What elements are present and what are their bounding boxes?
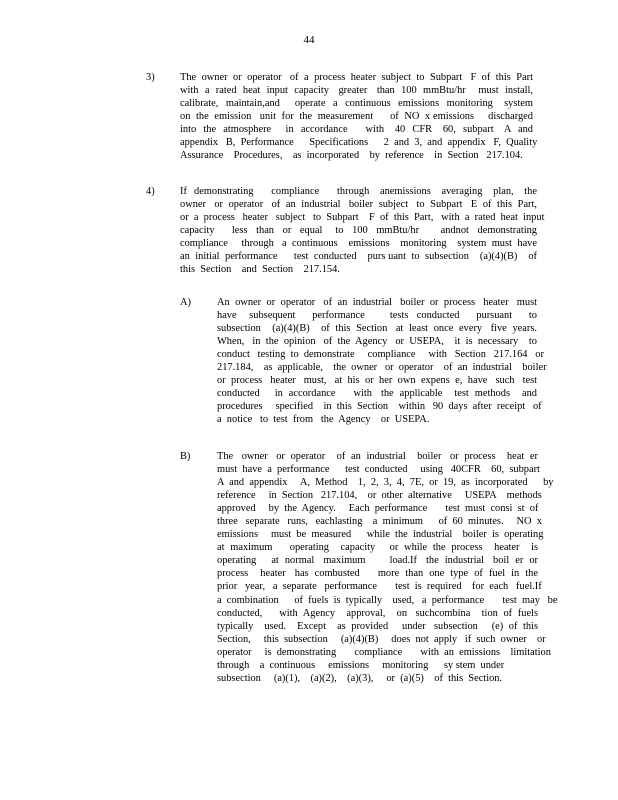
text-line: 217.184, as applicable, the owner or operator of an industrial boiler (217, 362, 547, 374)
text-line: calibrate, maintain,and operate a continuous emissions monitoring system (180, 98, 533, 110)
text-line: appendix B, Performance Specifications 2 and 3, and appendix F, Quality (180, 137, 538, 149)
page-number: 44 (303, 34, 315, 46)
text-line: capacity less than or equal to 100 mmBtu/hr andnot demonstrating (180, 225, 537, 237)
text-line: subsection (a)(4)(B) of this Section at least once every five years. (217, 323, 537, 335)
text-line: conducted in accordance with the applicable test methods and (217, 388, 537, 400)
text-line: through a continuous emissions monitoring sy stem under (217, 659, 505, 671)
subparagraph-label: B) (180, 451, 191, 462)
text-line: emissions must be measured while the industrial boiler is operating (217, 529, 544, 541)
text-line: owner or operator of an industrial boiler subject to Subpart E of this Part, (180, 199, 537, 211)
text-line: procedures specified in this Section within 90 days after receipt of (217, 401, 542, 413)
text-line: conducted, with Agency approval, on suchcombina tion of fuels (217, 607, 538, 619)
text-line: at maximum operating capacity or while the process heater is (217, 542, 538, 554)
text-line: approved by the Agency. Each performance test must consi st of (217, 503, 539, 515)
text-line: Assurance Procedures, as incorporated by reference in Section 217.104. (180, 150, 523, 162)
text-line: this Section and Section 217.154. (180, 264, 340, 276)
text-line: three separate runs, eachlasting a minimum of 60 minutes. NO x (217, 516, 542, 528)
text-line: A and appendix A, Method 1, 2, 3, 4, 7E, or 19, as incorporated by (217, 477, 554, 489)
text-line: into the atmosphere in accordance with 40 CFR 60, subpart A and (180, 124, 533, 136)
paragraph-label: 3) (146, 72, 155, 83)
subparagraph-body (217, 296, 547, 426)
text-line: must have a performance test conducted using 40CFR 60, subpart (217, 464, 540, 476)
text-line: with a rated heat input capacity greater than 100 mmBtu/hr must install, (180, 85, 533, 97)
text-line: If demonstrating compliance through anemissions averaging plan, the (180, 186, 537, 197)
text-line: or process heater must, at his or her own expens e, have such test (217, 375, 537, 387)
text-line: conduct testing to demonstrate compliance with Section 217.164 or (217, 349, 544, 361)
paragraph-label: 4) (146, 186, 155, 197)
subparagraph-label: A) (180, 297, 191, 308)
text-line: reference in Section 217.104, or other alternative USEPA methods (217, 490, 542, 502)
text-line: When, in the opinion of the Agency or USEPA, it is necessary to (217, 336, 537, 348)
text-line: Section, this subsection (a)(4)(B) does not apply if such owner or (217, 633, 546, 645)
subparagraph-body (217, 450, 558, 685)
text-line: compliance through a continuous emissions monitoring system must have (180, 238, 537, 250)
text-line: process heater has combusted more than one type of fuel in the (217, 568, 538, 580)
text-line: have subsequent performance tests conducted pursuant to (217, 310, 537, 322)
text-line: subsection (a)(1), (a)(2), (a)(3), or (a)(5) of this Section. (217, 672, 503, 684)
text-line: typically used. Except as provided under subsection (e) of this (217, 620, 538, 632)
text-line: The owner or operator of an industrial boiler or process heat er (217, 451, 538, 462)
text-line: The owner or operator of a process heater subject to Subpart F of this Part (180, 72, 533, 83)
text-line: an initial performance test conducted purs uant to subsection (a)(4)(B) of (180, 251, 537, 263)
text-line: on the emission unit for the measurement of NO x emissions discharged (180, 111, 533, 123)
text-line: or a process heater subject to Subpart F of this Part, with a rated heat input (180, 212, 545, 224)
paragraph-body (180, 185, 545, 276)
paragraph-body (180, 71, 538, 162)
text-line: a notice to test from the Agency or USEPA. (217, 414, 430, 426)
text-line: a combination of fuels is typically used, a performance test may be (217, 594, 558, 606)
text-line: operator is demonstrating compliance with an emissions limitation (217, 646, 551, 658)
text-line: prior year, a separate performance test is required for each fuel.If (217, 581, 542, 593)
text-line: operating at normal maximum load.If the industrial boil er or (217, 555, 538, 567)
text-line: An owner or operator of an industrial boiler or process heater must (217, 297, 537, 308)
